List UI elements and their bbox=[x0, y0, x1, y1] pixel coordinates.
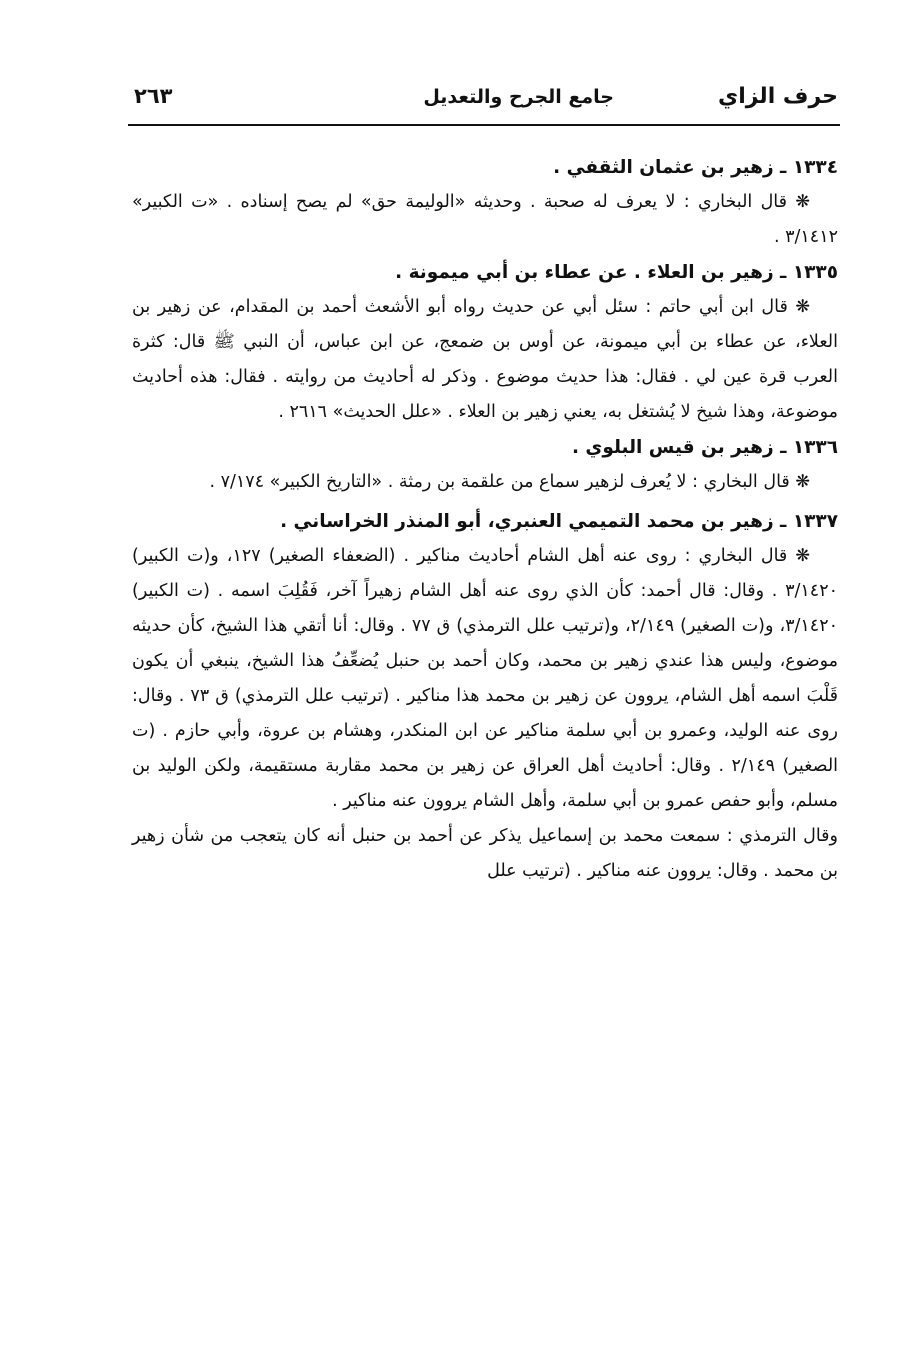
header-divider bbox=[128, 124, 840, 126]
entry-paragraph: ❋ قال البخاري : لا يعرف له صحبة . وحديثه «الوليمة حق» لم يصح إسناده . «ت الكبير» ٣/١٤١٢ . bbox=[132, 192, 838, 247]
entry-title: ١٣٣٦ ـ زهير بن قيس البلوي . bbox=[571, 437, 838, 458]
entry-title: ١٣٣٧ ـ زهير بن محمد التميمي العنبري، أبو المنذر الخراساني . bbox=[280, 511, 838, 532]
entry-1335 bbox=[132, 255, 838, 430]
entry-paragraph: ❋ قال البخاري : لا يُعرف لزهير سماع من علقمة بن رمثة . «التاريخ الكبير» ٧/١٧٤ . bbox=[209, 472, 810, 492]
page-number: ٢٦٣ bbox=[134, 84, 173, 108]
page-content bbox=[132, 150, 838, 889]
entry-1334 bbox=[132, 150, 838, 255]
page-header bbox=[132, 76, 838, 120]
entry-title: ١٣٣٥ ـ زهير بن العلاء . عن عطاء بن أبي ميمونة . bbox=[395, 262, 838, 283]
entry-paragraph: وقال الترمذي : سمعت محمد بن إسماعيل يذكر عن أحمد بن حنبل أنه كان يتعجب من شأن زهير بن محمد . وقال: يروون عنه مناكير . (ترتيب علل bbox=[132, 826, 838, 881]
entry-paragraph: ❋ قال ابن أبي حاتم : سئل أبي عن حديث رواه أبو الأشعث أحمد بن المقدام، عن زهير بن العلاء، عن عطاء بن أبي ميمونة، عن أوس بن ضمعج، عن ابن عباس، أن النبي ﷺ قال: كثرة العرب قرة عين لي . فقال: هذا حديث موضوع . وذكر له أحاديث من روايته . فقال: هذه أحاديث موضوعة، وهذا شيخ لا يُشتغل به، يعني زهير بن العلاء . «علل الحديث» ٢٦١٦ . bbox=[132, 297, 838, 422]
entry-title: ١٣٣٤ ـ زهير بن عثمان الثقفي . bbox=[553, 157, 838, 178]
section-title: حرف الزاي bbox=[718, 84, 838, 109]
entry-1336 bbox=[132, 430, 838, 500]
entry-paragraph: ❋ قال البخاري : روى عنه أهل الشام أحاديث مناكير . (الضعفاء الصغير) ١٢٧، و(ت الكبير) ٣/١٤٢٠ . وقال: قال أحمد: كأن الذي روى عنه أهل الشام زهيراً آخر، فَقُلِبَ اسمه . (ت الكبير) ٣/١٤٢٠، و(ت الصغير) ٢/١٤٩، و(ترتيب علل الترمذي) ق ٧٧ . وقال: أنا أتقي هذا الشيخ، كأن حديثه موضوع، وليس هذا عندي زهير بن محمد، وكان أحمد بن حنبل يُضعِّفُ هذا الشيخ، ينبغي أن يكون قَلْبَ اسمه أهل الشام، يروون عن زهير بن محمد هذا مناكير . (ترتيب علل الترمذي) ق ٧٣ . وقال: روى عنه الوليد، وعمرو بن أبي سلمة مناكير عن ابن المنكدر، وهشام بن عروة، وأبي حازم . (ت الصغير) ٢/١٤٩ . وقال: أحاديث أهل العراق عن زهير بن محمد مقاربة مستقيمة، ولكن الوليد بن مسلم، وأبو حفص عمرو بن أبي سلمة، وأهل الشام يروون عنه مناكير . bbox=[132, 546, 839, 811]
book-title: جامع الجرح والتعديل bbox=[423, 86, 614, 108]
entry-1337 bbox=[132, 504, 838, 889]
